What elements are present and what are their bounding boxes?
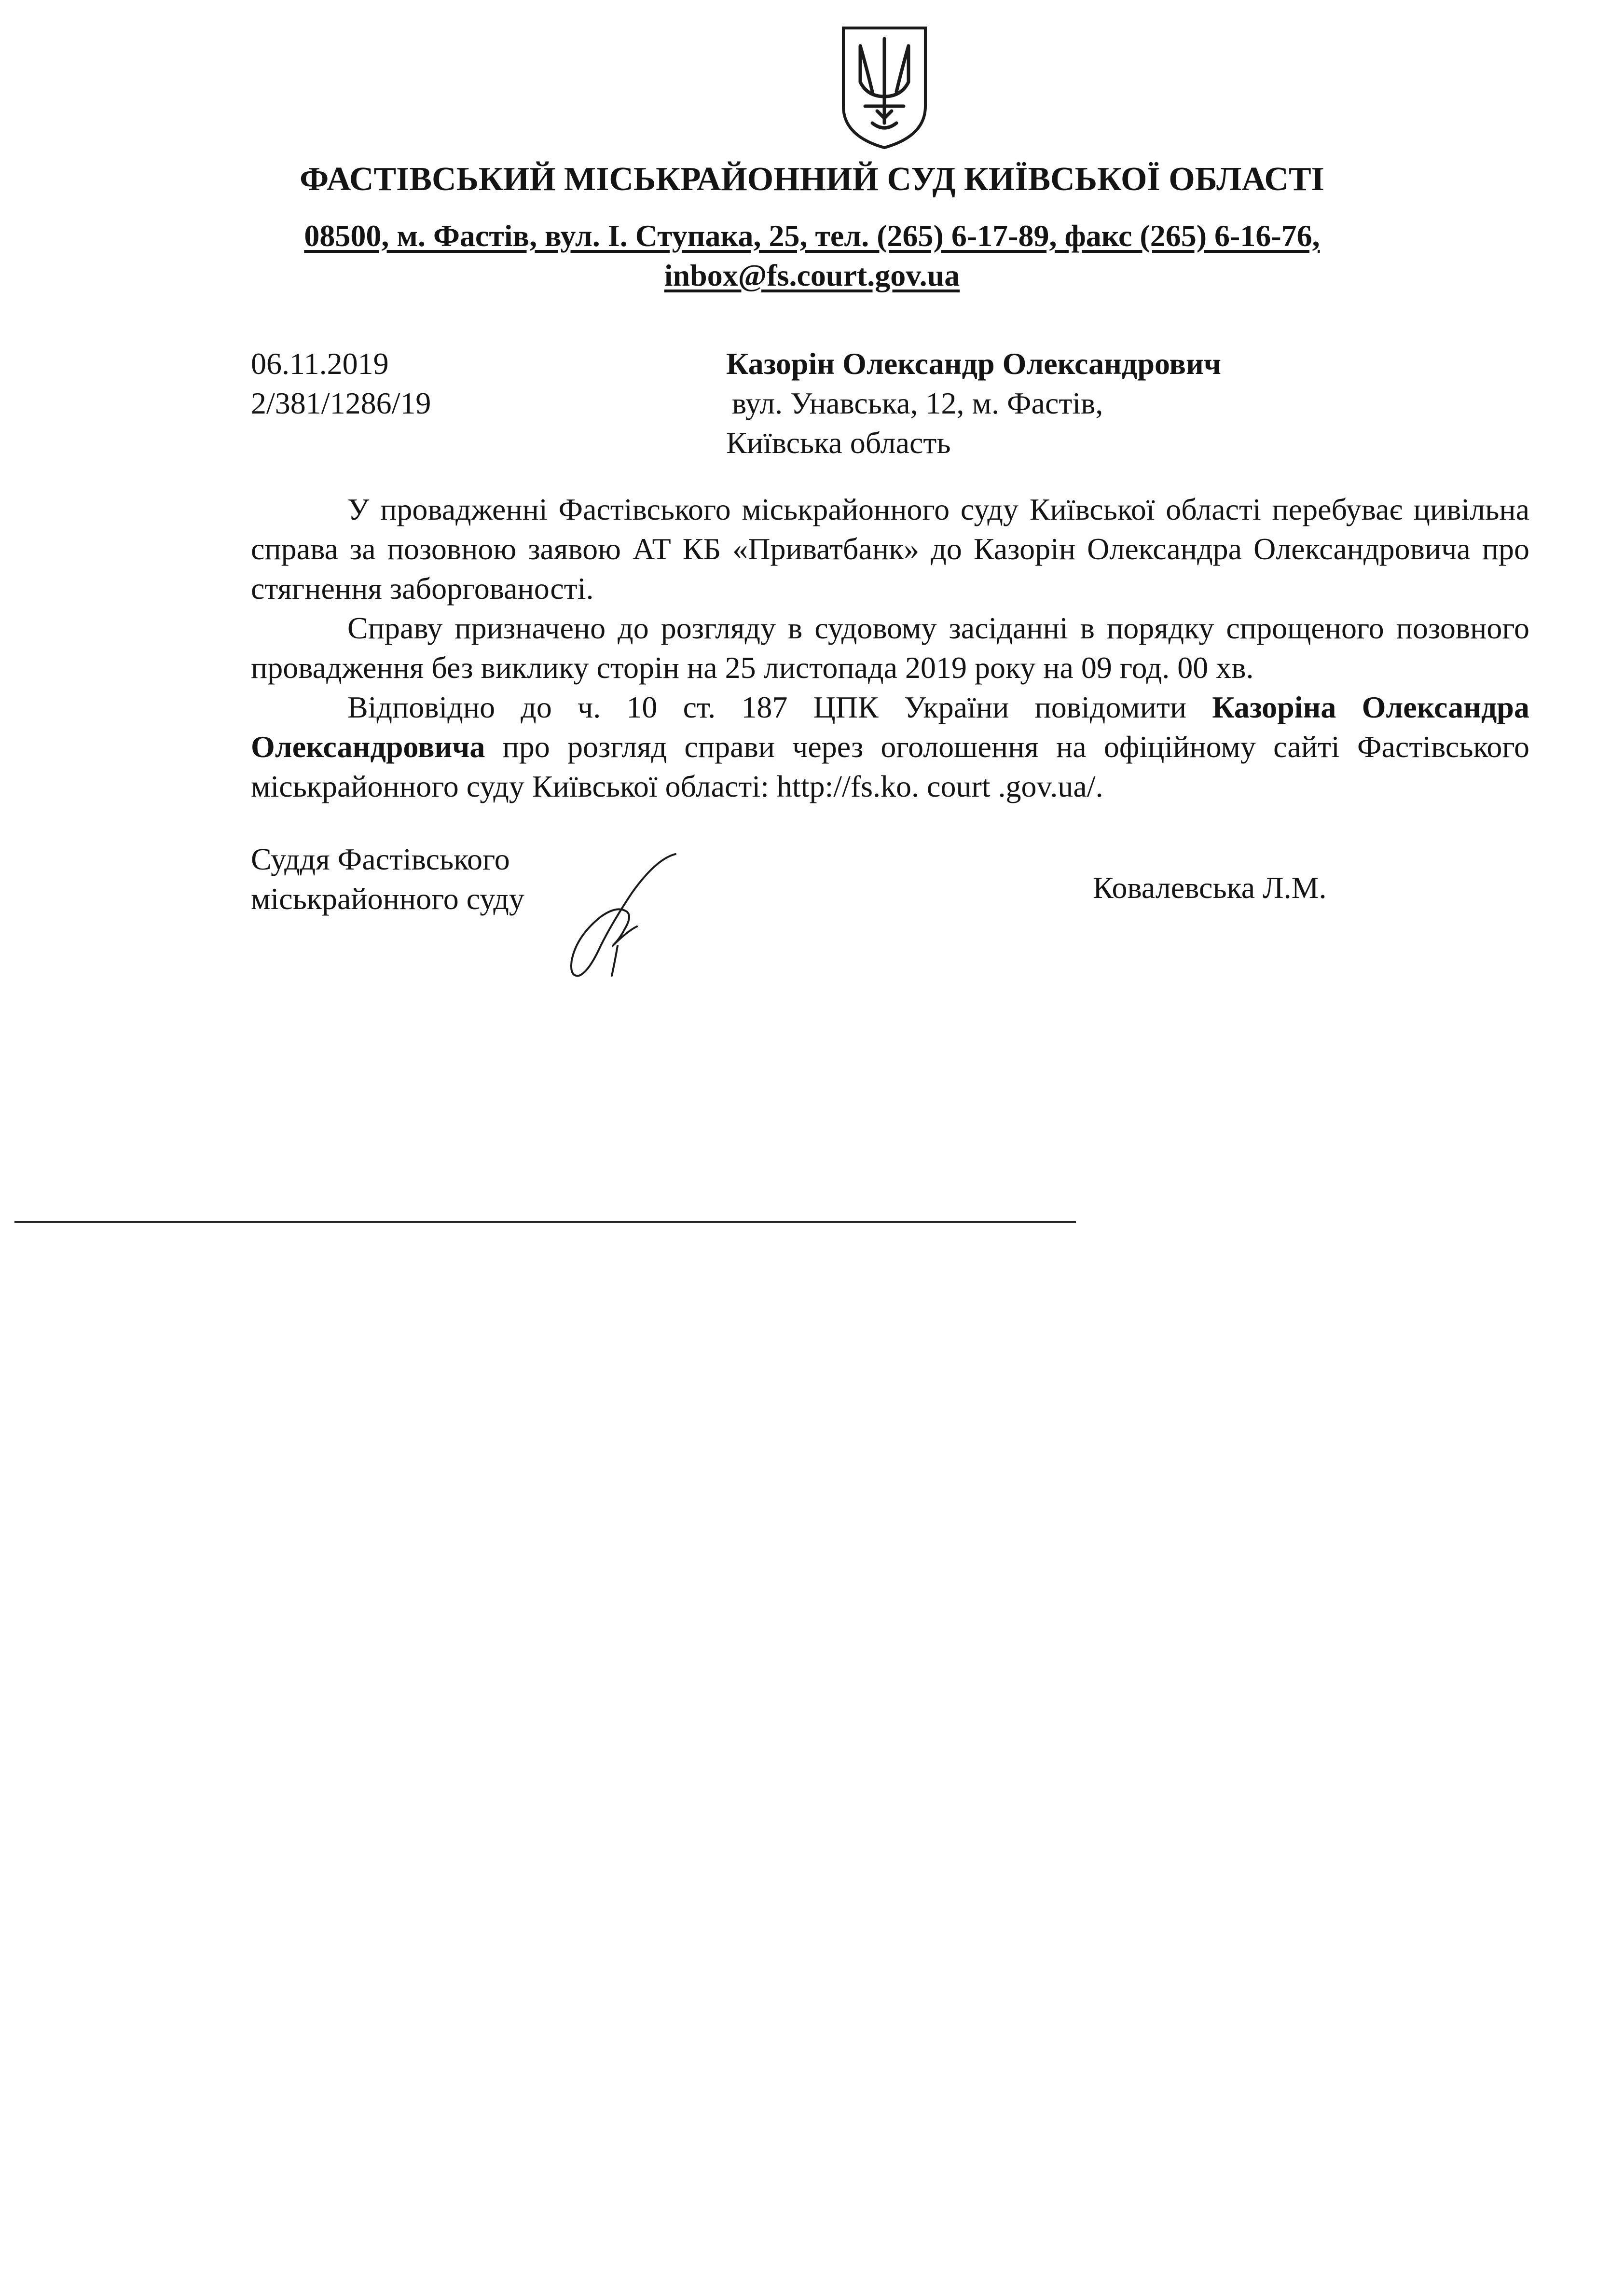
recipient-address-line1: вул. Унавська, 12, м. Фастів,: [732, 386, 1103, 420]
defendant-name: Казоріна Олександра Олександровича: [251, 690, 1529, 764]
court-name: ФАСТІВСЬКИЙ МІСЬКРАЙОННИЙ СУД КИЇВСЬКОЇ ОБЛАСТІ: [300, 161, 1324, 198]
ukraine-coat-of-arms-icon: [839, 24, 930, 152]
paragraph-notice: [251, 688, 1529, 806]
court-address: [0, 216, 1624, 295]
notice-text-start: Відповідно до ч. 10 ст. 187 ЦПК України повідомити: [347, 690, 1212, 724]
notice-text-end: про розгляд справи через оголошення на офіційному сайті Фастівського міськрайонного суду Київської області: http://fs.ko. court .gov.ua/.: [251, 730, 1529, 803]
judge-title-line1: Суддя Фастівського: [251, 842, 510, 876]
letter-body: [251, 490, 1529, 806]
paragraph-hearing: Справу призначено до розгляду в судовому засіданні в порядку спрощеного позовного провадження без виклику сторін на 25 листопада 2019 року на 09 год. 00 хв.: [251, 611, 1529, 685]
bottom-divider: [14, 1221, 1076, 1223]
court-address-line: 08500, м. Фастів, вул. І. Ступака, 25, тел. (265) 6-17-89, факс (265) 6-16-76,: [304, 219, 1320, 253]
recipient-name: Казорін Олександр Олександрович: [726, 346, 1221, 381]
court-email[interactable]: inbox@fs.court.gov.ua: [664, 258, 960, 292]
document-meta: [251, 344, 431, 423]
paragraph-proceedings: У провадженні Фастівського міськрайонного суду Київської області перебуває цивільна справа за позовною заявою АТ КБ «Приватбанк» до Казорін Олександра Олександровича про стягнення заборгованості.: [251, 492, 1529, 606]
recipient-address-line2: Київська область: [726, 426, 951, 460]
judge-title-line2: міськрайонного суду: [251, 882, 524, 916]
handwritten-signature: [555, 849, 700, 984]
judge-name: Ковалевська Л.М.: [1093, 870, 1327, 905]
document-date: 06.11.2019: [251, 346, 389, 381]
case-number: 2/381/1286/19: [251, 386, 431, 420]
recipient-block: [726, 344, 1221, 463]
judge-title: [251, 840, 524, 919]
